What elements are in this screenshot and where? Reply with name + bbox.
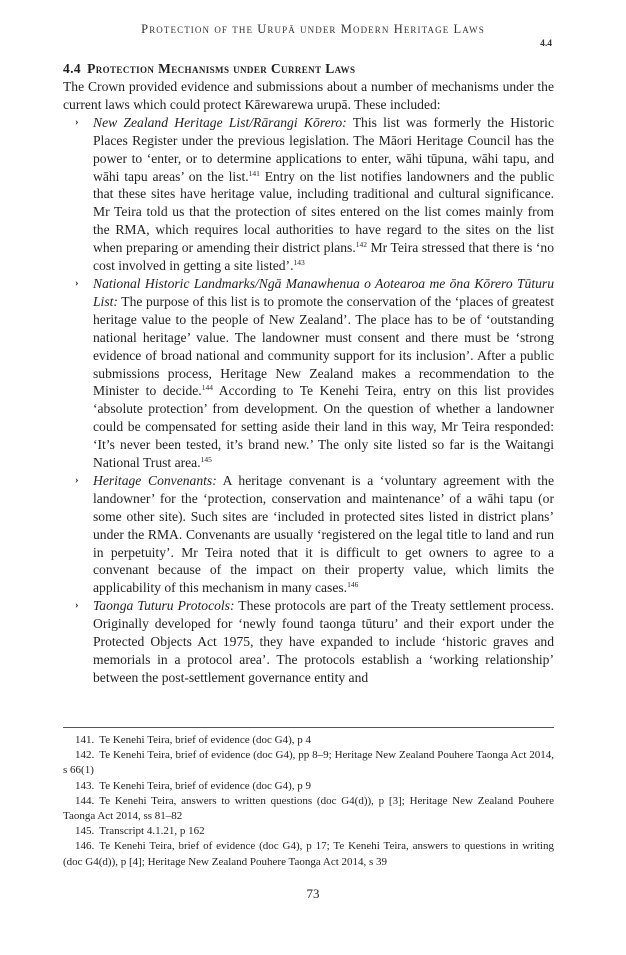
list-item [63, 275, 554, 472]
footnote-text: Te Kenehi Teira, brief of evidence (doc G4), p 4 [99, 734, 311, 746]
footnote-ref[interactable]: 145 [200, 455, 212, 465]
item-text: Entry on the list notifies landowners and the public that these sites have heritage value, including traditional and cultural significance. Mr Teira told us that the protection of sites entered on the list comes mainly from the RMA, which requires local authorities to have regard to the sites on the list when preparing or amending their district plans. [93, 168, 554, 256]
chevron-right-icon: › [75, 276, 79, 289]
item-text: This list was formerly the Historic Places Register under the previous legislation. The Māori Heritage Council has the power to ‘enter, or to determine applications to enter, wāhi tūpuna, wāhi tapu, and wāhi tapu areas’ on the list. [93, 114, 554, 184]
mechanism-list [63, 114, 554, 687]
intro-paragraph: The Crown provided evidence and submissions about a number of mechanisms under the current laws which could protect Kārewarewa urupā. These included: [63, 79, 554, 112]
heading-number: 4.4 [63, 61, 82, 76]
item-text: The purpose of this list is to promote the conservation of the ‘places of greatest heritage value to the people of New Zealand’. The place has to be of ‘outstanding national heritage’ value. The landowner must consent and there must be ‘strong evidence of broad national and community support for its inclusion’. After a public submissions process, Heritage New Zealand makes a recommendation to the Minister to decide. [93, 293, 554, 399]
footnote [63, 748, 554, 778]
mechanism-term: National Historic Landmarks/Ngā Manawhenua o Aotearoa me ōna Kōrero Tūturu List: [93, 275, 554, 309]
footnote-number: 146. [75, 840, 95, 853]
chevron-right-icon: › [75, 599, 79, 612]
item-text: According to Te Kenehi Teira, entry on this list provides ‘absolute protection’ from development. On the question of whether a landowner could be compensated for setting aside their land in this way, Mr Teira responded: ‘It’s never been tested, it’s brand new.’ The only site listed so far is the Waitangi National Trust area. [93, 383, 554, 471]
footnote-number: 142. [75, 749, 95, 762]
list-item [63, 472, 554, 597]
mechanism-term: Heritage Convenants: [93, 472, 217, 488]
footnote-text: Transcript 4.1.21, p 162 [99, 825, 205, 838]
footnote [63, 824, 554, 839]
footnote-ref[interactable]: 142 [355, 240, 367, 250]
list-item [63, 597, 554, 687]
footnote-ref[interactable]: 144 [201, 383, 213, 393]
footnote-number: 144. [75, 794, 95, 807]
list-item [63, 114, 554, 275]
running-head: Protection of the Urupā under Modern Heritage Laws [141, 22, 485, 36]
footnote [63, 839, 554, 869]
footnote [63, 733, 554, 748]
footnote-ref[interactable]: 143 [293, 258, 305, 268]
section-heading [63, 60, 554, 78]
item-text: A heritage convenant is a ‘voluntary agreement with the landowner’ for the ‘protection, conservation and maintenance’ of a wāhi tapu (or some other site). Such sites are ‘included in protected sites listed in district plans’ under the RMA. Convenants are usually ‘registered on the legal title to land and run in perpetuity’. Mr Teira noted that it is difficult to get owners to agree to a convenant because of the impact on their property value, which limits the applicability of this mechanism in many cases. [93, 472, 554, 596]
section-number: 4.4 [540, 39, 552, 49]
footnote-ref[interactable]: 141 [248, 168, 260, 178]
heading-title: Protection Mechanisms under Current Laws [87, 61, 356, 76]
chevron-right-icon: › [75, 115, 79, 128]
footnote [63, 779, 554, 794]
footnotes [63, 733, 554, 870]
page-number: 73 [306, 886, 320, 901]
footnote [63, 794, 554, 824]
chevron-right-icon: › [75, 473, 79, 486]
footnote-number: 145. [75, 825, 95, 838]
footnote-divider [63, 727, 554, 728]
footnote-text: Te Kenehi Teira, brief of evidence (doc G4), p 9 [99, 779, 311, 792]
footnote-text: Te Kenehi Teira, answers to written questions (doc G4(d)), p [3]; Heritage New Zealand Pouhere Taonga Act 2014, ss 81–82 [63, 794, 554, 823]
item-text: Mr Teira stressed that there is ‘no cost involved in getting a site listed’. [93, 240, 554, 274]
footnote-ref[interactable]: 146 [347, 580, 359, 590]
main-content [63, 60, 554, 687]
footnote-text: Te Kenehi Teira, brief of evidence (doc G4), p 17; Te Kenehi Teira, answers to questions in writing (doc G4(d)), p [4]; Heritage New Zealand Pouhere Taonga Act 2014, s 39 [63, 840, 554, 868]
mechanism-term: New Zealand Heritage List/Rārangi Kōrero: [93, 114, 347, 130]
footnote-number: 143. [75, 779, 95, 792]
item-text: These protocols are part of the Treaty settlement process. Originally developed for ‘newly found taonga tūturu’ and their export under the Protected Objects Act 1975, they have expanded to include ‘historic graves and memorials in a protocol area’. The protocols establish a ‘working relationship’ between the post-settlement governance entity and [93, 598, 554, 685]
footnote-text: Te Kenehi Teira, brief of evidence (doc G4), pp 8–9; Heritage New Zealand Pouhere Taonga Act 2014, s 66(1) [63, 749, 554, 777]
mechanism-term: Taonga Tuturu Protocols: [93, 598, 235, 614]
footnote-number: 141. [75, 734, 95, 746]
